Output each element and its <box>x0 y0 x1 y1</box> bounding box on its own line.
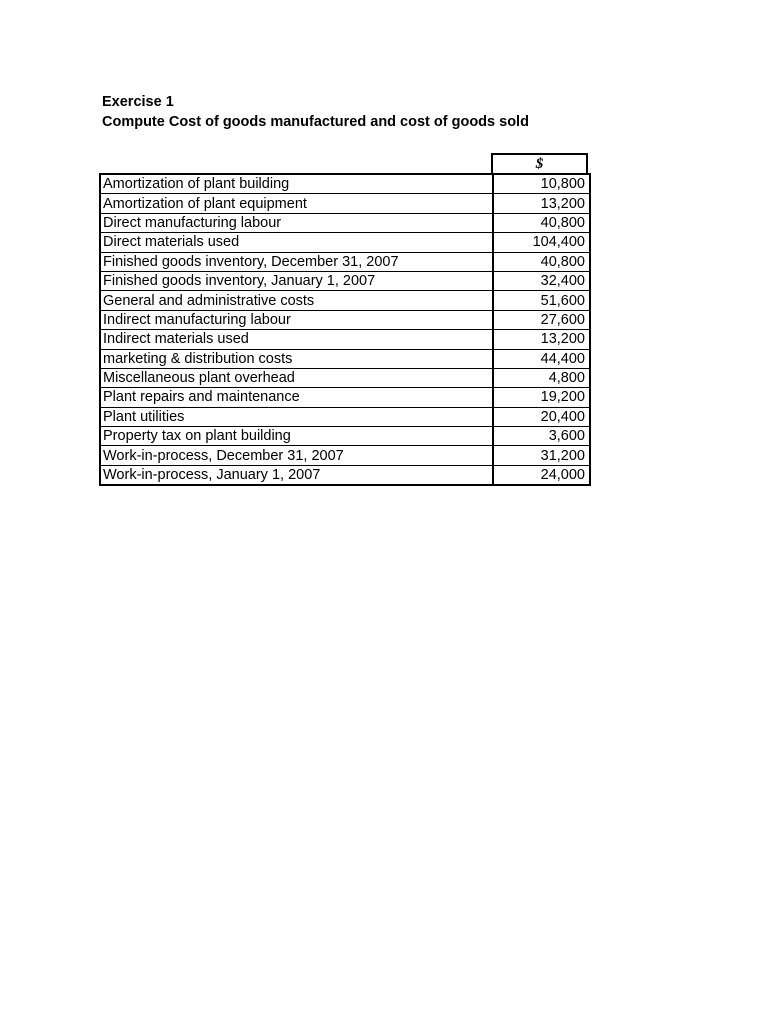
row-amount: 51,600 <box>493 291 590 310</box>
row-amount: 104,400 <box>493 233 590 252</box>
row-amount: 31,200 <box>493 446 590 465</box>
table-row <box>100 407 590 426</box>
row-amount: 40,800 <box>493 252 590 271</box>
table-row <box>100 330 590 349</box>
table-row <box>100 174 590 194</box>
table-row <box>100 194 590 213</box>
row-item-label: marketing & distribution costs <box>100 349 493 368</box>
row-item-label: Plant utilities <box>100 407 493 426</box>
row-item-label: Amortization of plant building <box>100 174 493 194</box>
table-row <box>100 252 590 271</box>
row-item-label: General and administrative costs <box>100 291 493 310</box>
table-row <box>100 349 590 368</box>
row-item-label: Finished goods inventory, December 31, 2007 <box>100 252 493 271</box>
row-amount: 4,800 <box>493 368 590 387</box>
table-row <box>100 368 590 387</box>
row-amount: 40,800 <box>493 213 590 232</box>
row-item-label: Finished goods inventory, January 1, 2007 <box>100 271 493 290</box>
table-row <box>100 233 590 252</box>
currency-column-header: $ <box>491 153 588 173</box>
row-amount: 32,400 <box>493 271 590 290</box>
table-row <box>100 465 590 485</box>
row-item-label: Indirect materials used <box>100 330 493 349</box>
row-item-label: Direct materials used <box>100 233 493 252</box>
row-amount: 13,200 <box>493 330 590 349</box>
table-row <box>100 310 590 329</box>
row-amount: 13,200 <box>493 194 590 213</box>
row-amount: 27,600 <box>493 310 590 329</box>
table-row <box>100 213 590 232</box>
table-row <box>100 427 590 446</box>
row-item-label: Indirect manufacturing labour <box>100 310 493 329</box>
row-amount: 10,800 <box>493 174 590 194</box>
row-amount: 3,600 <box>493 427 590 446</box>
exercise-title: Exercise 1 <box>102 94 174 110</box>
row-amount: 24,000 <box>493 465 590 485</box>
table-row <box>100 446 590 465</box>
table-row <box>100 388 590 407</box>
row-item-label: Amortization of plant equipment <box>100 194 493 213</box>
table-row <box>100 271 590 290</box>
row-amount: 44,400 <box>493 349 590 368</box>
row-amount: 20,400 <box>493 407 590 426</box>
row-item-label: Plant repairs and maintenance <box>100 388 493 407</box>
row-item-label: Work-in-process, January 1, 2007 <box>100 465 493 485</box>
row-item-label: Property tax on plant building <box>100 427 493 446</box>
row-item-label: Work-in-process, December 31, 2007 <box>100 446 493 465</box>
cost-items-table <box>99 173 591 486</box>
row-amount: 19,200 <box>493 388 590 407</box>
row-item-label: Direct manufacturing labour <box>100 213 493 232</box>
exercise-subtitle: Compute Cost of goods manufactured and cost of goods sold <box>102 114 529 130</box>
table-row <box>100 291 590 310</box>
row-item-label: Miscellaneous plant overhead <box>100 368 493 387</box>
